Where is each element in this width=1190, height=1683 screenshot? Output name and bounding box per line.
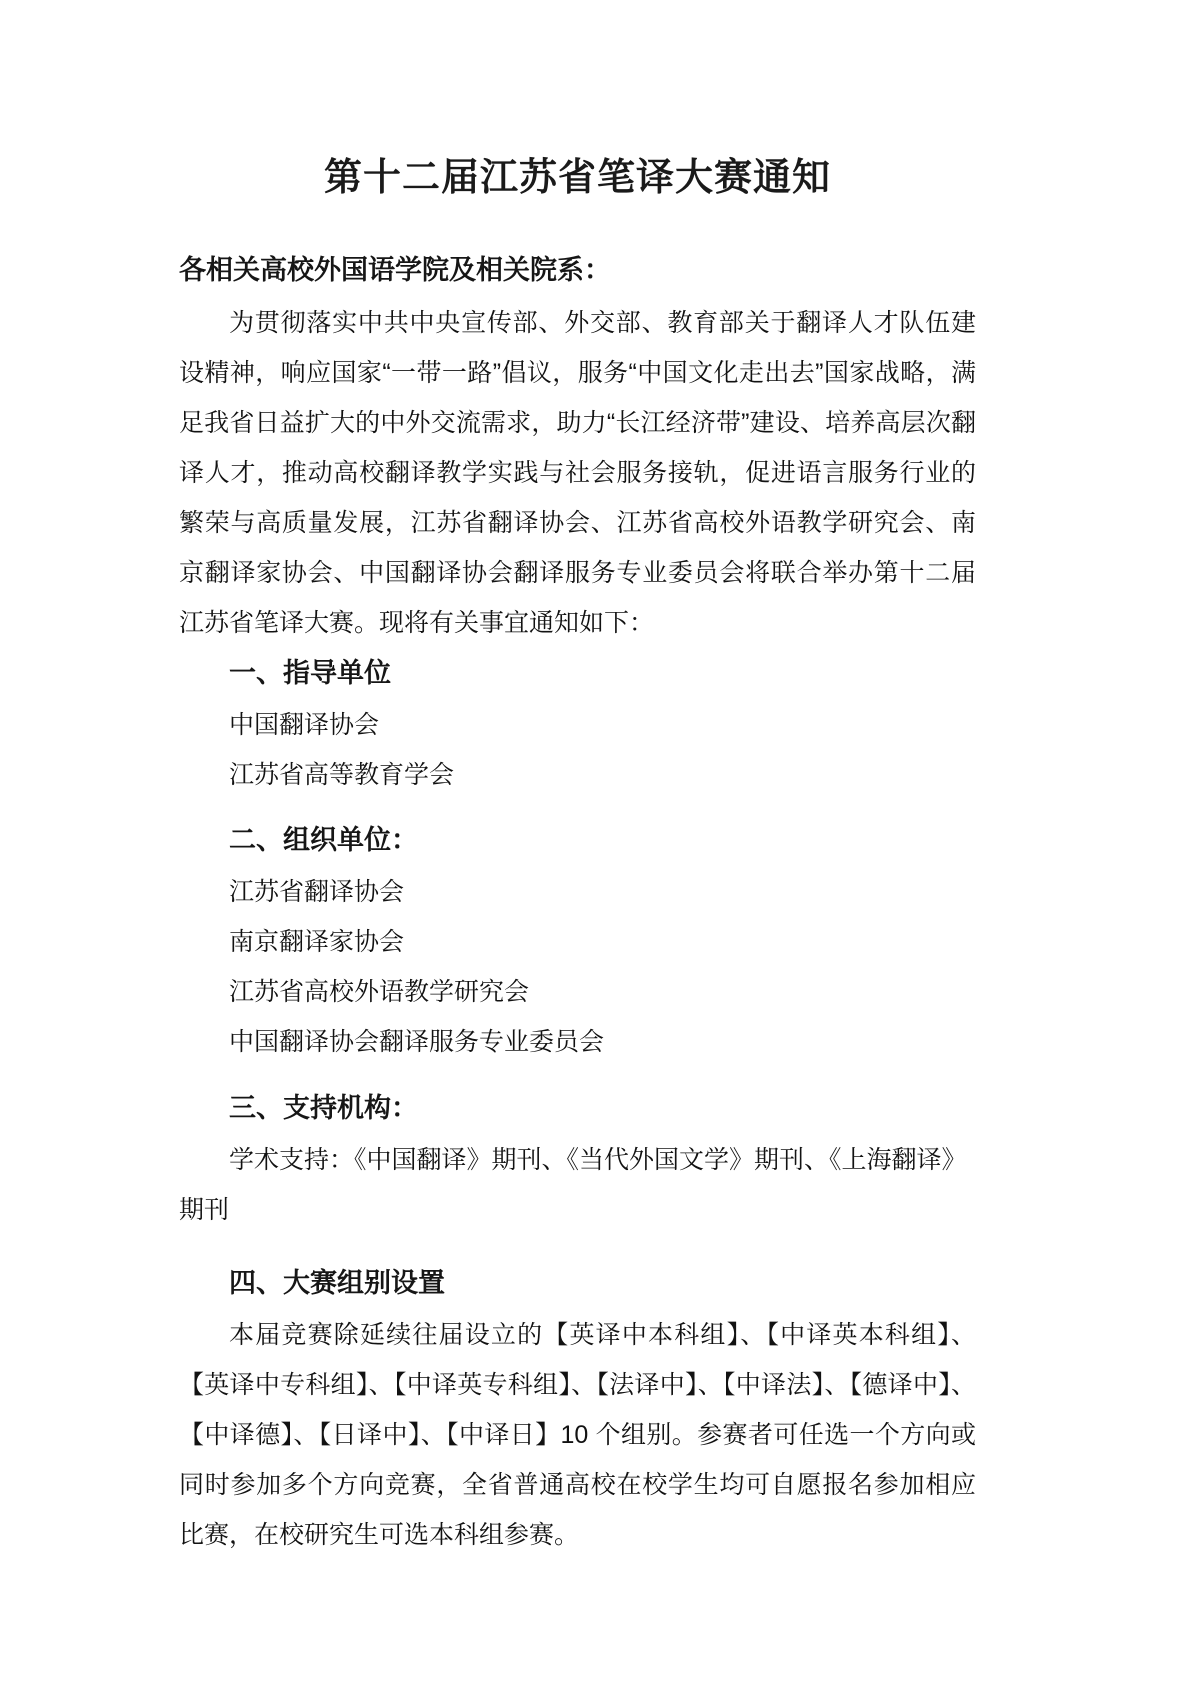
salutation-line: 各相关高校外国语学院及相关院系：: [179, 255, 611, 285]
intro-paragraph: 为贯彻落实中共中央宣传部、外交部、教育部关于翻译人才队伍建设精神，响应国家“一带一路”倡议，服务“中国文化走出去”国家战略，满足我省日益扩大的中外交流需求，助力“长江经济带”建设、培养高层次翻译人才，推动高校翻译教学实践与社会服务接轨，促进语言服务行业的繁荣与高质量发展，江苏省翻译协会、江苏省高校外语教学研究会、南京翻译家协会、中国翻译协会翻译服务专业委员会将联合举办第十二届江苏省笔译大赛。现将有关事宜通知如下：: [179, 309, 976, 637]
document-content: [179, 0, 976, 1560]
competition-groups-paragraph: 本届竞赛除延续往届设立的【英译中本科组】、【中译英本科组】、【英译中专科组】、【中译英专科组】、【法译中】、【中译法】、【德译中】、【中译德】、【日译中】、【中译日】10 个组别。参赛者可任选一个方向或同时参加多个方向竞赛，全省普通高校在校学生均可自愿报名参加相应比赛，在校研究生可选本科组参赛。: [179, 1321, 976, 1549]
section-heading-competition-groups: 四、大赛组别设置: [229, 1268, 445, 1298]
section-guiding-units: [179, 648, 976, 800]
org-item: 中国翻译协会: [229, 711, 380, 739]
section-supporting-institutions: [179, 1083, 976, 1235]
document-title: 第十二届江苏省笔译大赛通知: [323, 157, 831, 199]
org-item: 江苏省高等教育学会: [229, 761, 455, 789]
org-item: 江苏省高校外语教学研究会: [229, 978, 530, 1006]
academic-support-line: 学术支持：《中国翻译》期刊、《当代外国文学》期刊、《上海翻译》期刊: [179, 1146, 967, 1224]
section-heading-guiding-units: 一、指导单位: [229, 658, 391, 688]
section-organizing-units: [179, 815, 976, 1067]
org-item: 南京翻译家协会: [229, 928, 405, 956]
org-item: 中国翻译协会翻译服务专业委员会: [229, 1028, 605, 1056]
section-heading-supporting-institutions: 三、支持机构：: [229, 1093, 418, 1123]
section-heading-organizing-units: 二、组织单位：: [229, 825, 418, 855]
org-item: 江苏省翻译协会: [229, 878, 405, 906]
section-competition-groups: [179, 1258, 976, 1560]
